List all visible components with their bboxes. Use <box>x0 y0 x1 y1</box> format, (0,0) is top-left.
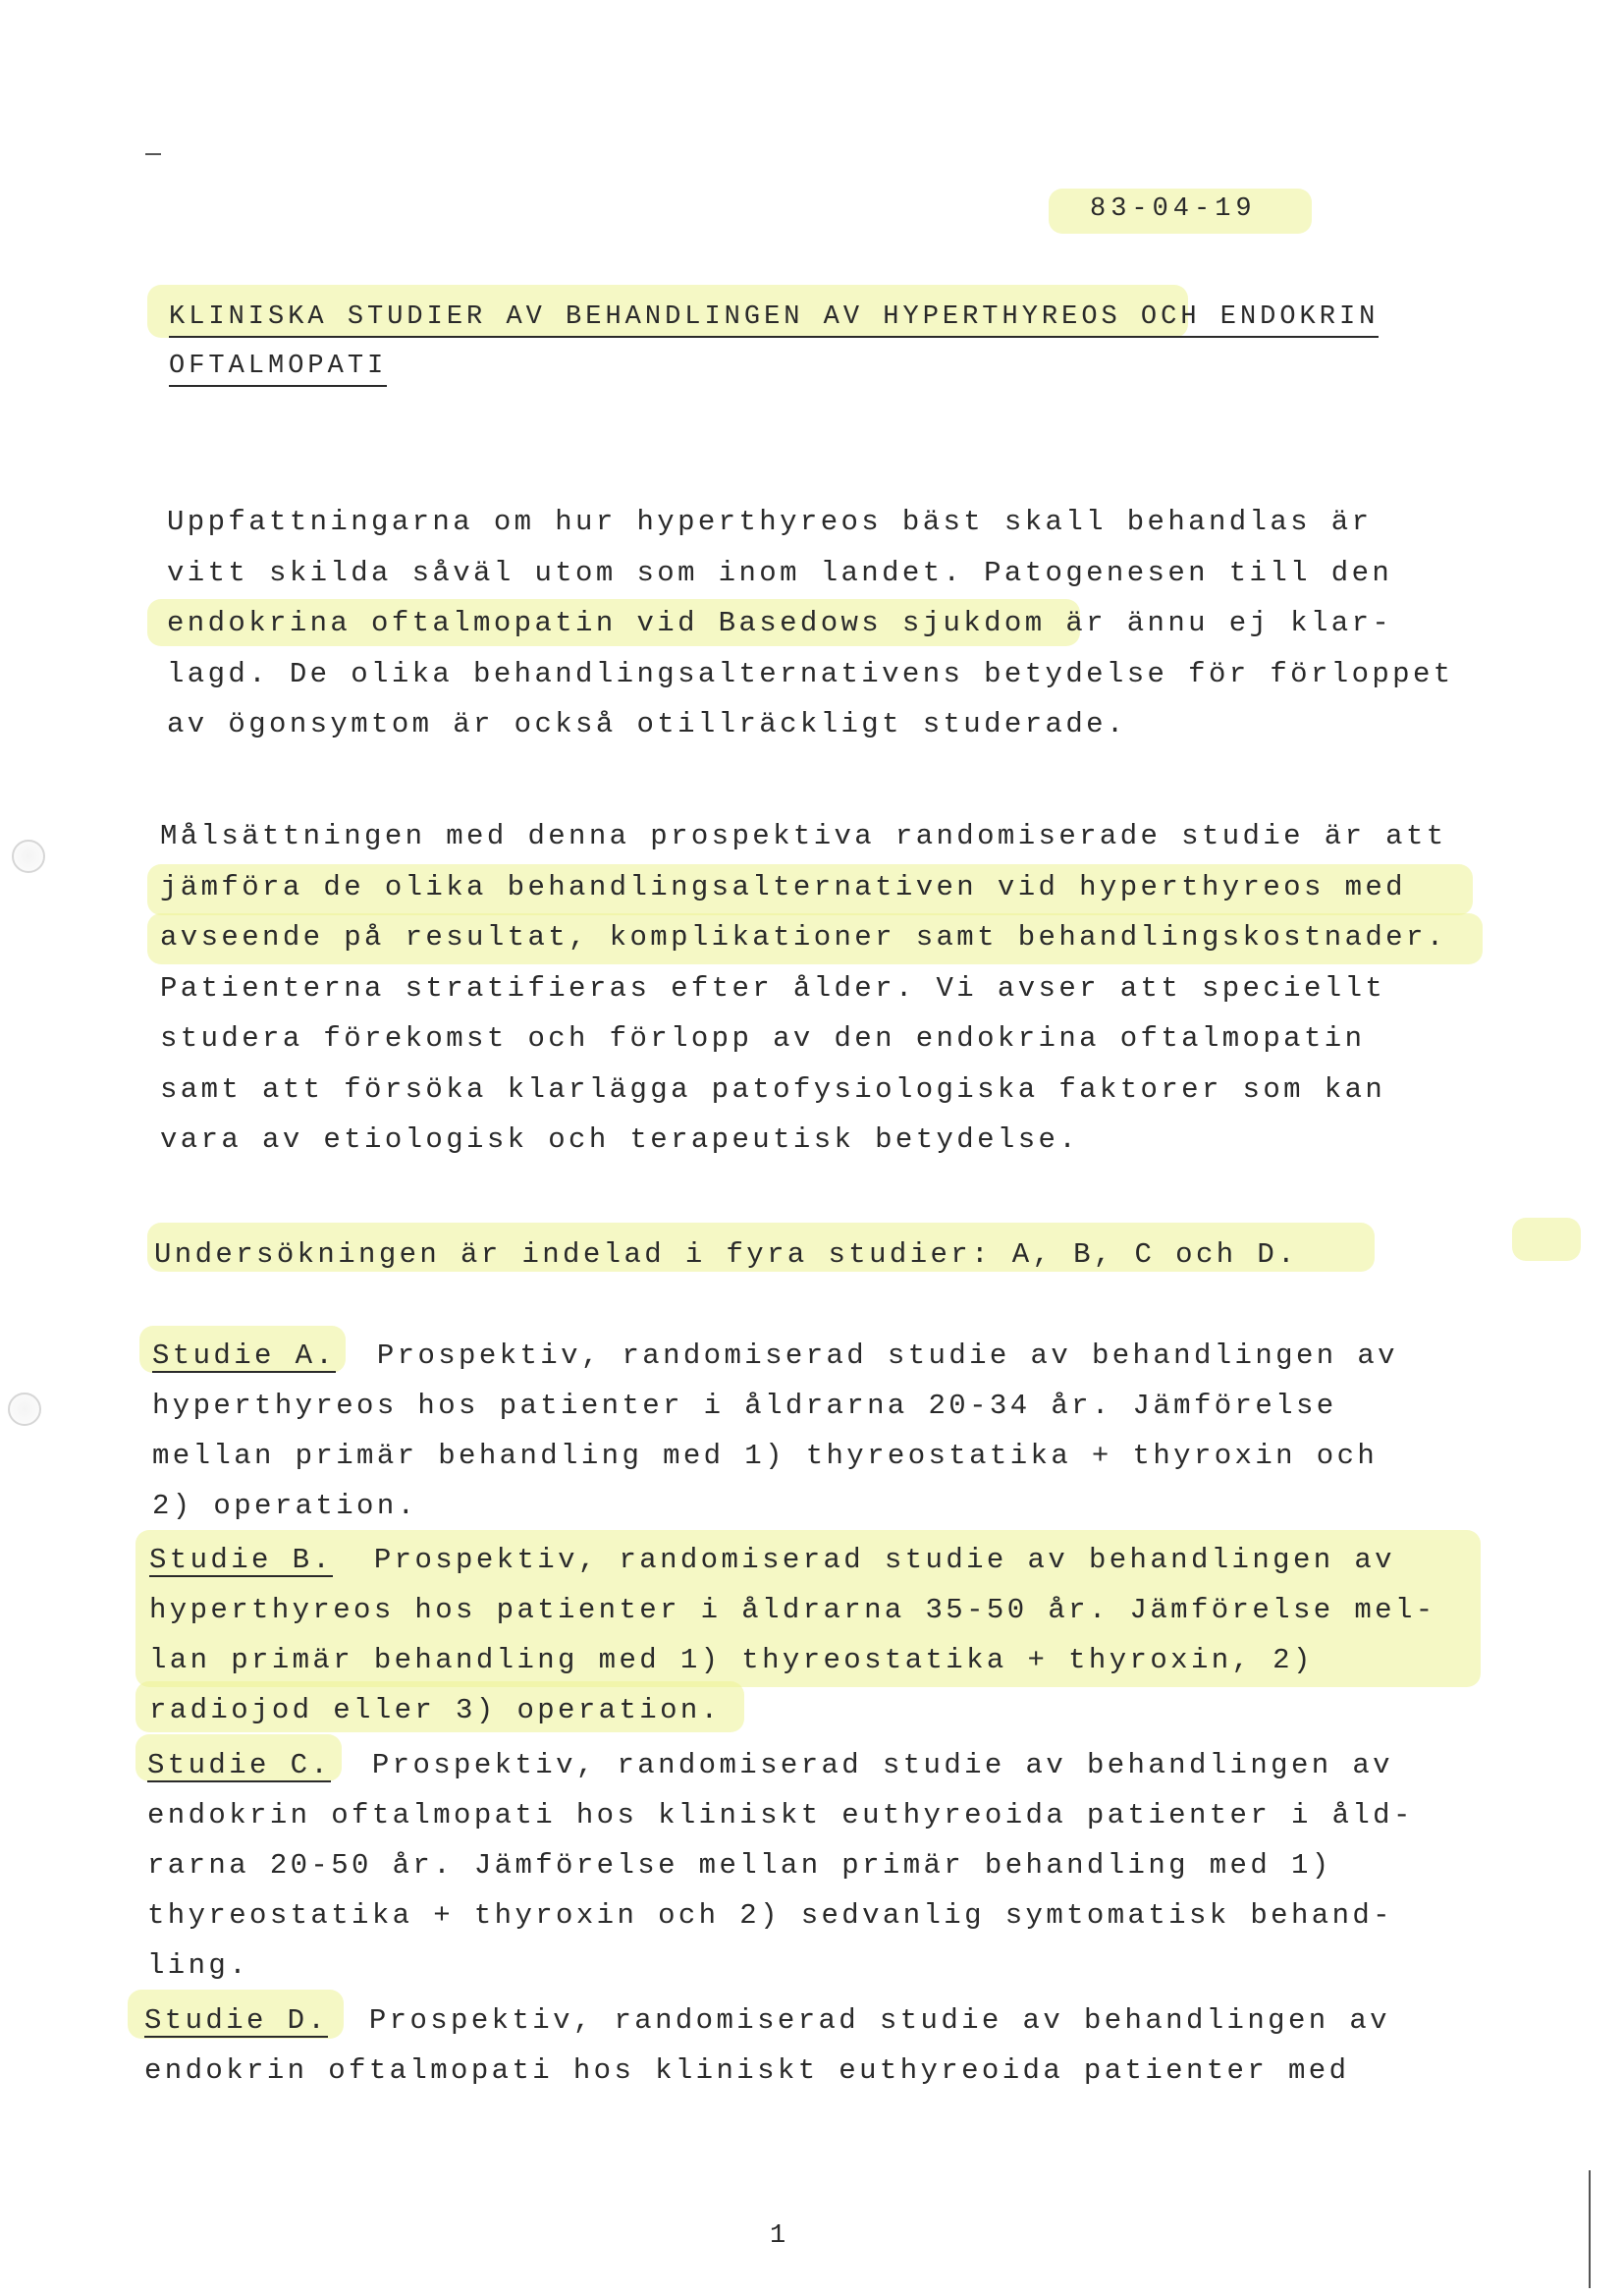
title-line-2: OFTALMOPATI <box>169 350 387 387</box>
text-line: endokrin oftalmopati hos kliniskt euthyreoida patienter med <box>144 2054 1350 2087</box>
study-a <box>152 1331 1398 1531</box>
page-number: 1 <box>770 2221 789 2251</box>
text-line: endokrin oftalmopati hos kliniskt euthyreoida patienter i åld- <box>147 1799 1414 1831</box>
text-line: Prospektiv, randomiserad studie av behandlingen av <box>333 1544 1395 1576</box>
text-line: Målsättningen med denna prospektiva randomiserade studie är att <box>160 820 1447 852</box>
paragraph-studies-overview: Undersökningen är indelad i fyra studier: A, B, C och D. <box>154 1238 1298 1271</box>
study-c <box>147 1740 1414 1991</box>
text-line: Prospektiv, randomiserad studie av behandlingen av <box>331 1749 1393 1781</box>
study-a-label: Studie A. <box>152 1339 337 1372</box>
study-d-label: Studie D. <box>144 2004 329 2037</box>
text-line: lan primär behandling med 1) thyreostatika + thyroxin, 2) <box>149 1644 1314 1676</box>
text-line: rarna 20-50 år. Jämförelse mellan primär behandling med 1) <box>147 1849 1332 1882</box>
study-b-label: Studie B. <box>149 1544 334 1576</box>
text-line: mellan primär behandling med 1) thyreostatika + thyroxin och <box>152 1440 1379 1472</box>
text-line: jämföra de olika behandlingsalternativen vid hyperthyreos med <box>160 870 1406 903</box>
text-line: vara av etiologisk och terapeutisk betydelse. <box>160 1123 1080 1156</box>
title-line-1: KLINISKA STUDIER AV BEHANDLINGEN AV HYPERTHYREOS OCH ENDOKRIN <box>169 301 1379 338</box>
highlight-p3-tail <box>1512 1218 1581 1261</box>
paragraph-aim <box>160 811 1447 1166</box>
text-line: av ögonsymtom är också otillräckligt studerade. <box>167 708 1127 740</box>
text-line: studera förekomst och förlopp av den endokrina oftalmopatin <box>160 1022 1366 1055</box>
text-line: Patienterna stratifieras efter ålder. Vi avser att speciellt <box>160 971 1386 1005</box>
text-line: samt att försöka klarlägga patofysiologiska faktorer som kan <box>160 1072 1386 1106</box>
text-line: Prospektiv, randomiserad studie av behandlingen av <box>336 1339 1398 1372</box>
text-line: lagd. De olika behandlingsalternativens betydelse för förloppet <box>167 657 1454 690</box>
scan-mark <box>145 153 161 155</box>
text-line: Prospektiv, randomiserad studie av behandlingen av <box>328 2004 1390 2037</box>
text-line: hyperthyreos hos patienter i åldrarna 20-34 år. Jämförelse <box>152 1390 1337 1422</box>
study-b <box>149 1535 1436 1735</box>
text-line: vitt skilda såväl utom som inom landet. Patogenesen till den <box>167 556 1393 589</box>
study-d <box>144 1995 1390 2096</box>
document-title <box>169 293 1465 391</box>
punch-hole-top <box>12 840 45 873</box>
punch-hole-bottom <box>8 1393 41 1426</box>
text-line: ling. <box>147 1949 250 1982</box>
text-line: 2) operation. <box>152 1490 418 1522</box>
document-date: 83-04-19 <box>1090 194 1257 224</box>
text-line: avseende på resultat, komplikationer samt behandlingskostnader. <box>160 921 1447 954</box>
text-line: hyperthyreos hos patienter i åldrarna 35-50 år. Jämförelse mel- <box>149 1594 1436 1626</box>
paragraph-intro <box>167 497 1454 750</box>
scan-mark <box>1589 2170 1591 2288</box>
text-line: endokrina oftalmopatin vid Basedows sjukdom är ännu ej klar- <box>167 607 1393 639</box>
text-line: radiojod eller 3) operation. <box>149 1694 722 1726</box>
study-c-label: Studie C. <box>147 1749 332 1781</box>
text-line: Uppfattningarna om hur hyperthyreos bäst skall behandlas är <box>167 506 1373 538</box>
text-line: thyreostatika + thyroxin och 2) sedvanlig symtomatisk behand- <box>147 1899 1393 1932</box>
